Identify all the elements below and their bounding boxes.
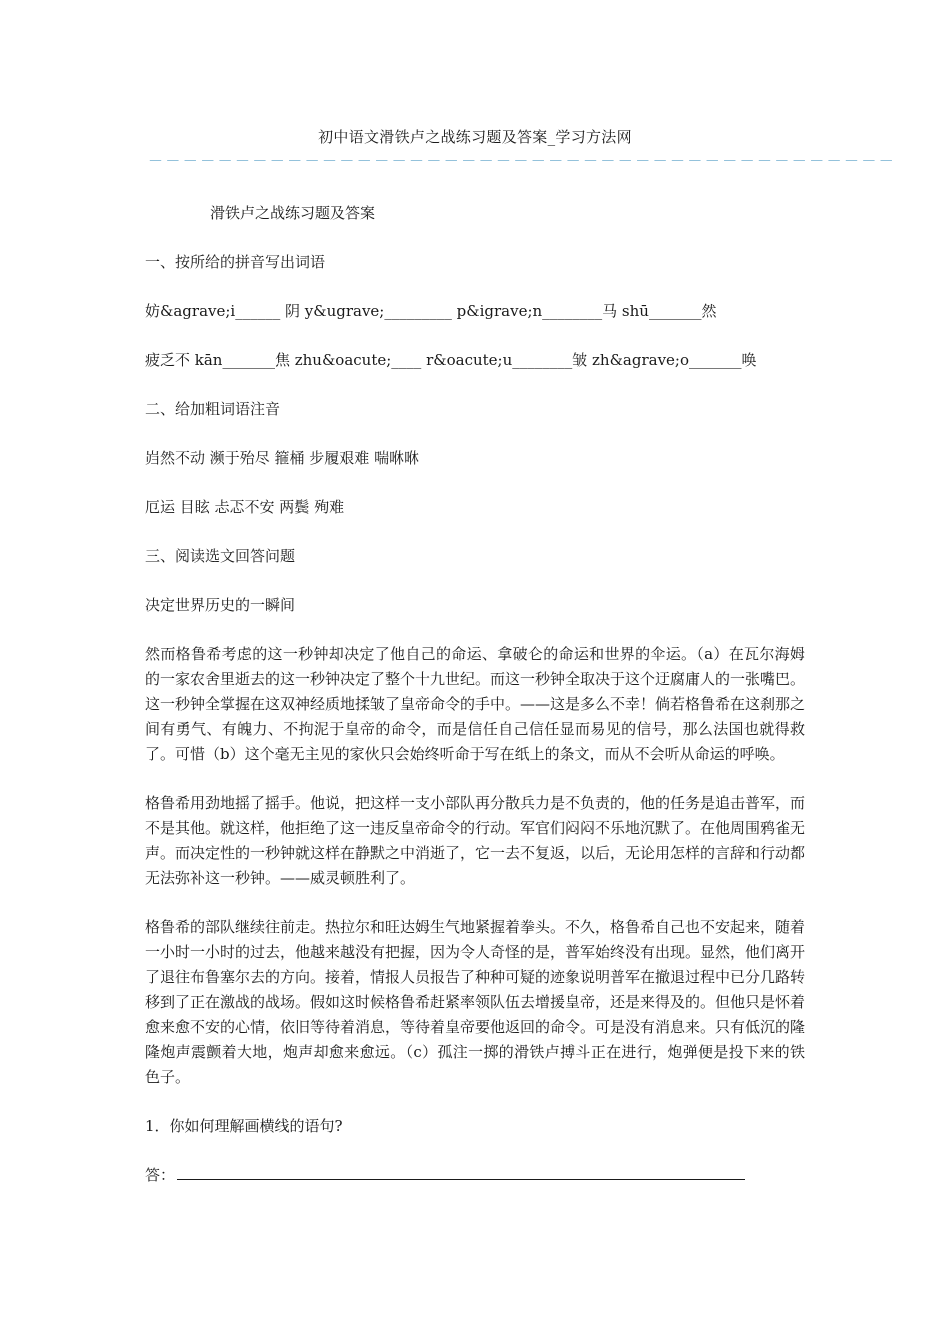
document-title: 滑铁卢之战练习题及答案 [210,204,376,222]
passage-paragraph-2: 格鲁希用劲地摇了摇手。他说，把这样一支小部队再分散兵力是不负责的，他的任务是追击普军，而不是其他。就这样，他拒绝了这一违反皇帝命令的行动。军官们闷闷不乐地沉默了。在他周围鸦雀无声。而决定性的一秒钟就这样在静默之中消逝了，它一去不复返，以后，无论用怎样的言辞和行动都无法弥补这一秒钟。——威灵顿胜利了。 [145,794,806,887]
pinyin-exercise-line-2: 疲乏不 kān_______焦 zhu&oacute;____ r&oacute;u________皱 zh&agrave;o_______唤 [145,351,757,369]
passage-title: 决定世界历史的一瞬间 [145,596,296,614]
page-header-title: 初中语文滑铁卢之战练习题及答案_学习方法网 [318,128,632,146]
question-1: 1．你如何理解画横线的语句? [145,1117,343,1135]
header-divider: －－－－－－－－－－－－－－－－－－－－－－－－－－－－－－－－－－－－－－－－－－－ [148,152,897,170]
answer-row [145,1163,805,1188]
document-body [145,201,805,1212]
phonetic-words-line-2: 厄运 目眩 忐忑不安 两鬓 殉难 [145,498,345,516]
section-heading-3: 三、阅读选文回答问题 [145,547,296,565]
section-heading-2: 二、给加粗词语注音 [145,400,281,418]
answer-blank-line [177,1165,745,1180]
phonetic-words-line-1: 岿然不动 濒于殆尽 箍桶 步履艰难 喘咻咻 [145,449,420,467]
answer-label: 答： [145,1166,176,1184]
passage-paragraph-1: 然而格鲁希考虑的这一秒钟却决定了他自己的命运、拿破仑的命运和世界的伞运。（a）在瓦尔海姆的一家农舍里逝去的这一秒钟决定了整个十九世纪。而这一秒钟全取决于这个迂腐庸人的一张嘴巴。这一秒钟全掌握在这双神经质地揉皱了皇帝命令的手中。——这是多么不幸！倘若格鲁希在这刹那之间有勇气、有魄力、不拘泥于皇帝的命令，而是信任自己信任显而易见的信号，那么法国也就得救了。可惜（b）这个毫无主见的家伙只会始终听命于写在纸上的条文，而从不会听从命运的呼唤。 [145,645,806,763]
pinyin-exercise-line-1: 妨&agrave;i______ 阴 y&ugrave;_________ p&igrave;n________马 shū_______然 [145,302,717,320]
section-heading-1: 一、按所给的拼音写出词语 [145,253,326,271]
passage-paragraph-3: 格鲁希的部队继续往前走。热拉尔和旺达姆生气地紧握着拳头。不久，格鲁希自己也不安起来，随着一小时一小时的过去，他越来越没有把握，因为令人奇怪的是，普军始终没有出现。显然，他们离开了退往布鲁塞尔去的方向。接着，情报人员报告了种种可疑的迹象说明普军在撤退过程中已分几路转移到了正在激战的战场。假如这时候格鲁希赶紧率领队伍去增援皇帝，还是来得及的。但他只是怀着愈来愈不安的心情，依旧等待着消息，等待着皇帝要他返回的命令。可是没有消息来。只有低沉的隆隆炮声震颤着大地，炮声却愈来愈远。（c）孤注一掷的滑铁卢搏斗正在进行，炮弹便是投下来的铁色子。 [145,918,806,1086]
